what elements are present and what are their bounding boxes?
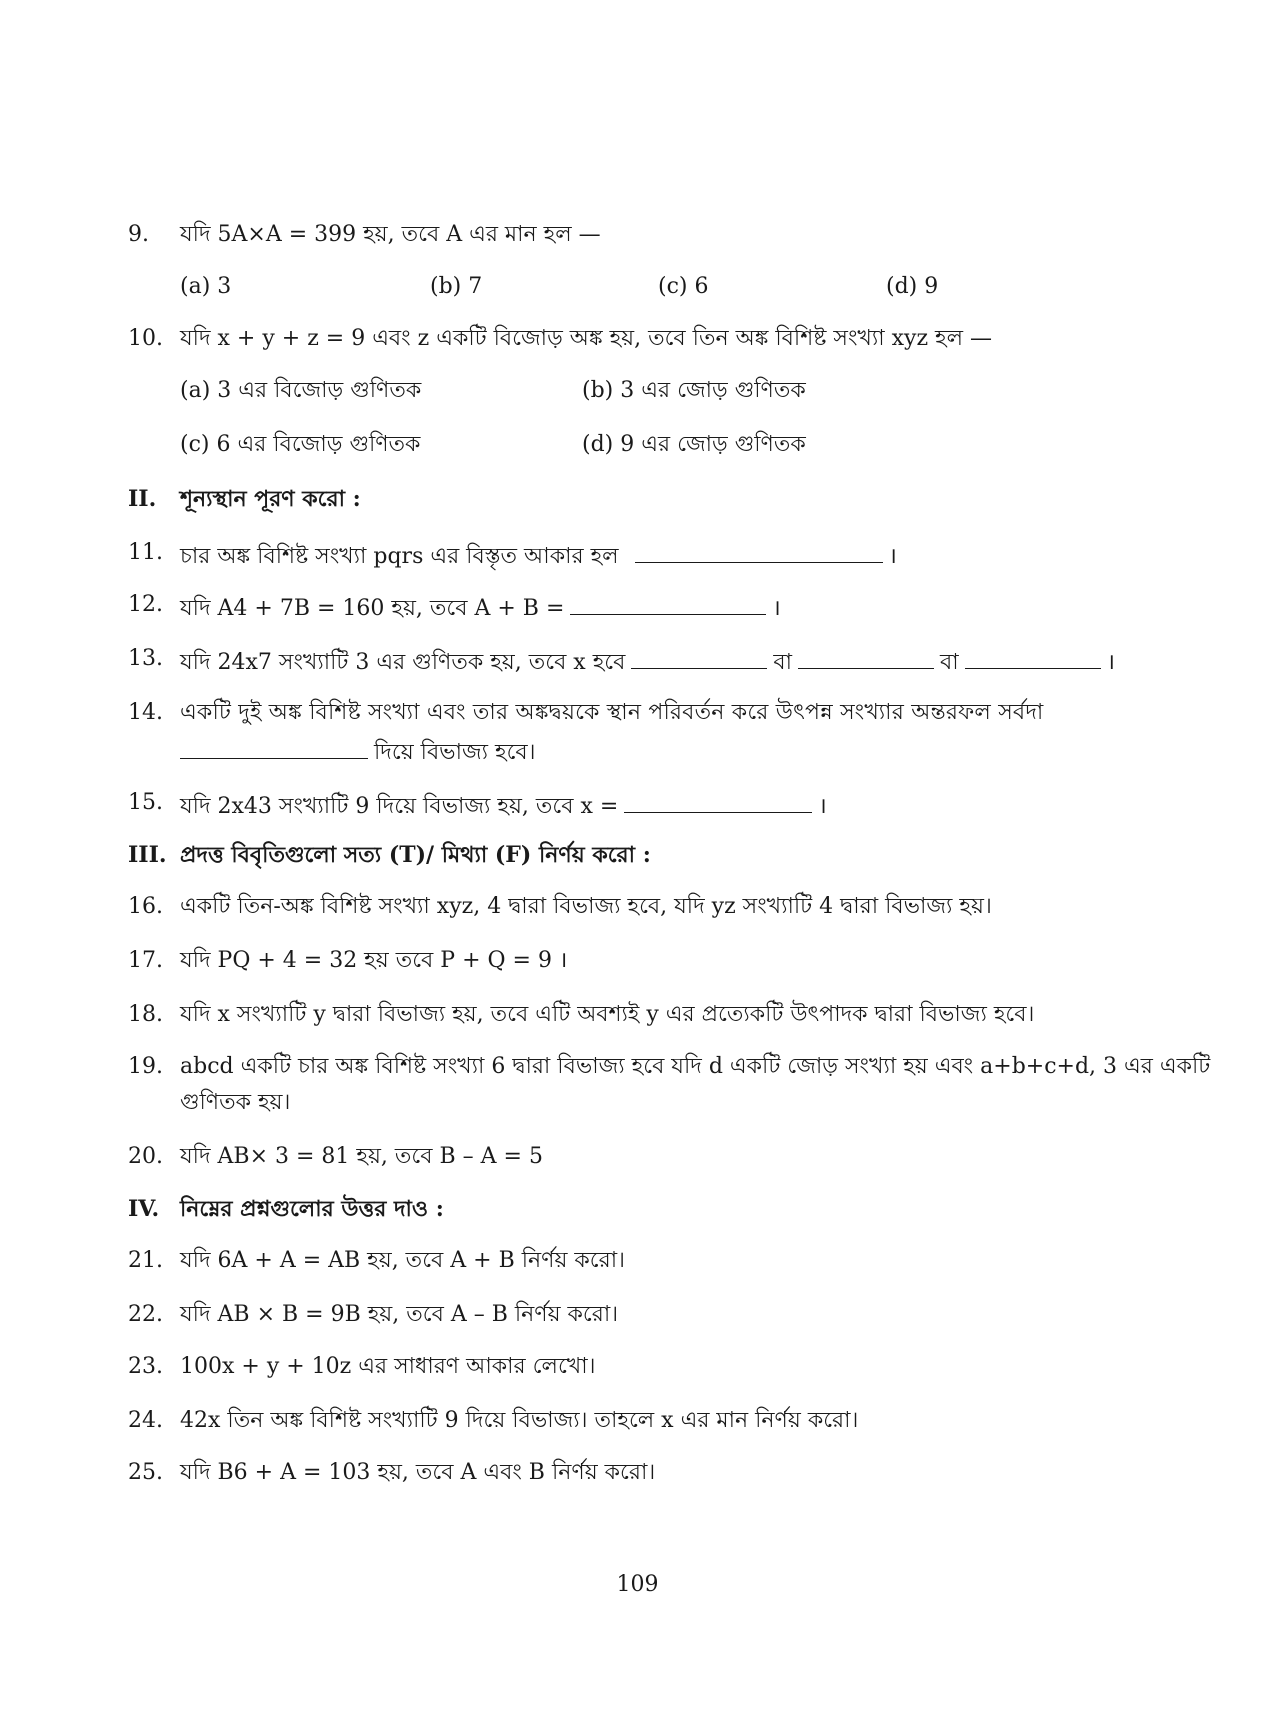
- question-text: যদি 6A + A = AB হয়, তবে A + B নির্ণয় করো।: [180, 1248, 625, 1273]
- section-number: III.: [128, 842, 167, 868]
- option-c: (c) 6 এর বিজোড় গুণিতক: [180, 432, 421, 457]
- question-text: 100x + y + 10z এর সাধারণ আকার লেখো।: [180, 1354, 596, 1379]
- question-number: 9.: [128, 222, 149, 247]
- question-text: যদি x + y + z = 9 এবং z একটি বিজোড় অঙ্ক হয়, তবে তিন অঙ্ক বিশিষ্ট সংখ্যা xyz হল —: [180, 326, 992, 351]
- question-number: 18.: [128, 1002, 163, 1027]
- question-number: 21.: [128, 1248, 163, 1273]
- question-text: যদি 2x43 সংখ্যাটি 9 দিয়ে বিভাজ্য হয়, তবে x =: [180, 794, 619, 819]
- section-number: IV.: [128, 1196, 160, 1222]
- question-text: গুণিতক হয়।: [180, 1090, 291, 1115]
- sentence-end: ।: [772, 596, 781, 621]
- question-text: যদি PQ + 4 = 32 হয় তবে P + Q = 9 ।: [180, 948, 568, 973]
- answer-blank: [631, 648, 767, 669]
- page-number: 109: [616, 1572, 659, 1597]
- question-text: যদি B6 + A = 103 হয়, তবে A এবং B নির্ণয় করো।: [180, 1460, 656, 1485]
- question-text: যদি AB × B = 9B হয়, তবে A – B নির্ণয় করো।: [180, 1302, 619, 1327]
- sentence-end: ।: [1106, 650, 1115, 675]
- question-text: যদি AB× 3 = 81 হয়, তবে B – A = 5: [180, 1144, 543, 1169]
- question-number: 20.: [128, 1144, 163, 1169]
- question-number: 19.: [128, 1054, 163, 1079]
- option-d: (d) 9 এর জোড় গুণিতক: [582, 432, 806, 457]
- question-text: যদি A4 + 7B = 160 হয়, তবে A + B =: [180, 596, 565, 621]
- question-text-line: [180, 542, 897, 568]
- answer-blank: [965, 648, 1101, 669]
- question-number: 10.: [128, 326, 163, 351]
- section-number: II.: [128, 486, 157, 512]
- question-text: একটি দুই অঙ্ক বিশিষ্ট সংখ্যা এবং তার অঙ্কদ্বয়কে স্থান পরিবর্তন করে উৎপন্ন সংখ্যার অন্তরফল সর্বদা: [180, 700, 1044, 725]
- question-text: যদি x সংখ্যাটি y দ্বারা বিভাজ্য হয়, তবে এটি অবশ্যই y এর প্রত্যেকটি উৎপাদক দ্বারা বিভাজ্য হবে।: [180, 1002, 1035, 1027]
- question-text: চার অঙ্ক বিশিষ্ট সংখ্যা pqrs এর বিস্তৃত আকার হল: [180, 544, 619, 569]
- question-text: যদি 5A×A = 399 হয়, তবে A এর মান হল —: [180, 222, 601, 247]
- question-number: 22.: [128, 1302, 163, 1327]
- question-text: যদি 24x7 সংখ্যাটি 3 এর গুণিতক হয়, তবে x হবে: [180, 650, 626, 675]
- option-b: (b) 3 এর জোড় গুণিতক: [582, 378, 806, 403]
- question-number: 17.: [128, 948, 163, 973]
- answer-blank: [180, 738, 368, 759]
- or-word: বা: [773, 650, 792, 675]
- question-text: abcd একটি চার অঙ্ক বিশিষ্ট সংখ্যা 6 দ্বারা বিভাজ্য হবে যদি d একটি জোড় সংখ্যা হয় এবং a+b+c+d, 3 এর একটি: [180, 1054, 1211, 1079]
- question-number: 16.: [128, 894, 163, 919]
- answer-blank: [635, 542, 883, 563]
- option-a: (a) 3 এর বিজোড় গুণিতক: [180, 378, 422, 403]
- question-number: 13.: [128, 646, 163, 671]
- option-d: (d) 9: [886, 274, 939, 299]
- question-text: 42x তিন অঙ্ক বিশিষ্ট সংখ্যাটি 9 দিয়ে বিভাজ্য। তাহলে x এর মান নির্ণয় করো।: [180, 1408, 859, 1433]
- question-text-line: [180, 648, 1115, 674]
- section-title: নিম্নের প্রশ্নগুলোর উত্তর দাও :: [180, 1196, 444, 1222]
- question-text-line: [180, 738, 536, 764]
- question-number: 23.: [128, 1354, 163, 1379]
- question-number: 14.: [128, 700, 163, 725]
- question-number: 15.: [128, 790, 163, 815]
- question-number: 24.: [128, 1408, 163, 1433]
- option-a: (a) 3: [180, 274, 232, 299]
- option-c: (c) 6: [658, 274, 709, 299]
- question-text-line: [180, 792, 827, 818]
- section-title: প্রদত্ত বিবৃতিগুলো সত্য (T)/ মিথ্যা (F) নির্ণয় করো :: [180, 842, 651, 868]
- question-number: 11.: [128, 540, 163, 565]
- answer-blank: [570, 594, 766, 615]
- sentence-end: ।: [818, 794, 827, 819]
- answer-blank: [624, 792, 812, 813]
- question-number: 12.: [128, 592, 163, 617]
- question-text: একটি তিন-অঙ্ক বিশিষ্ট সংখ্যা xyz, 4 দ্বারা বিভাজ্য হবে, যদি yz সংখ্যাটি 4 দ্বারা বিভাজ্য হয়।: [180, 894, 992, 919]
- section-title: শূন্যস্থান পূরণ করো :: [180, 486, 361, 512]
- answer-blank: [798, 648, 934, 669]
- question-number: 25.: [128, 1460, 163, 1485]
- sentence-end: ।: [888, 544, 897, 569]
- option-b: (b) 7: [430, 274, 483, 299]
- or-word: বা: [939, 650, 959, 675]
- question-text: দিয়ে বিভাজ্য হবে।: [374, 740, 536, 765]
- question-text-line: [180, 594, 781, 620]
